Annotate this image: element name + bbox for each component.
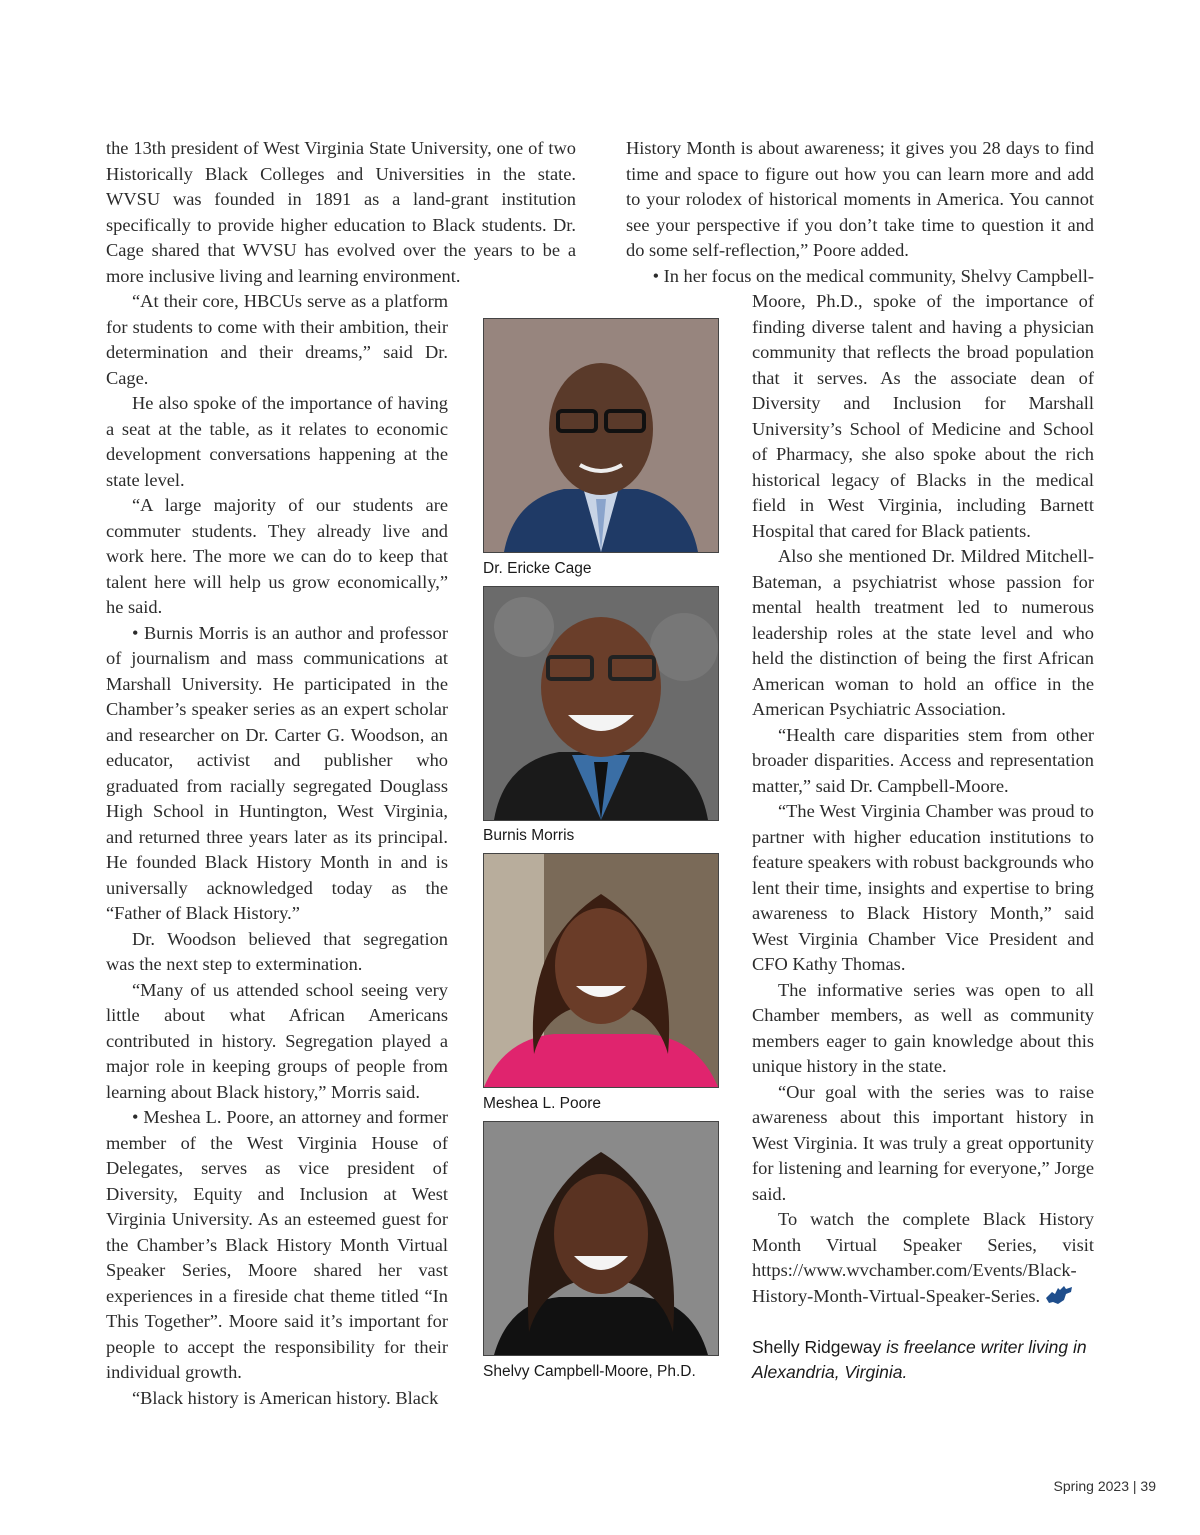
paragraph: The informative series was open to all Chamber members, as well as community members eager to gain knowledge about this unique history in the state.: [752, 979, 1094, 1076]
west-virginia-map-icon: [1044, 1284, 1074, 1306]
photo-shelvy-campbell-moore: [483, 1121, 719, 1356]
paragraph: History Month is about awareness; it gives you 28 days to find time and space to figure out how you can learn more and add to your rolodex of historical moments in America. You cannot see your perspective if you don’t take time to question it and do some self-reflection,” Poore added.: [626, 138, 1094, 260]
left-column-top: [106, 136, 576, 289]
right-column-bullet-line: [626, 264, 1094, 290]
author-bio: is freelance writer living in Alexandria, Virginia.: [752, 1337, 1087, 1382]
caption-meshea-poore: Meshea L. Poore: [483, 1095, 602, 1112]
author-byline: [752, 1335, 1102, 1385]
paragraph: “Many of us attended school seeing very little about what African Americans contributed in history. Segregation played a major role in keeping groups of people from learning about Black history,” Morris said.: [106, 979, 448, 1102]
paragraph: “The West Virginia Chamber was proud to partner with higher education institutions to feature speakers with robust backgrounds who lent their time, insights and expertise to bring awareness to Black History Month,” said West Virginia Chamber Vice President and CFO Kathy Thomas.: [752, 801, 1094, 974]
paragraph: “A large majority of our students are commuter students. They already live and work here. The more we can do to keep that talent here will help us grow economically,” he said.: [106, 495, 448, 617]
photo-meshea-poore: [483, 853, 719, 1088]
right-column-narrow: [752, 289, 1094, 1309]
paragraph-text: To watch the complete Black History Month Virtual Speaker Series, visit https://www.wvchamber.com/Events/Black-History-Month-Virtual-Speaker-Series.: [752, 1209, 1094, 1306]
left-column-narrow: [106, 289, 448, 1411]
paragraph: “Black history is American history. Black: [132, 1387, 439, 1408]
paragraph: [752, 1207, 1094, 1309]
paragraph: • In her focus on the medical community, Shelvy Campbell-: [652, 266, 1094, 286]
author-name: Shelly Ridgeway: [752, 1337, 882, 1357]
right-column-top: [626, 136, 1094, 264]
paragraph: Also she mentioned Dr. Mildred Mitchell-Bateman, a psychiatrist whose passion for mental health treatment led to numerous leadership roles at the state level and who held the distinction of being the first African American woman to hold an office in the American Psychiatric Association.: [752, 546, 1094, 719]
page-footer: Spring 2023 | 39: [1053, 1478, 1156, 1494]
paragraph: “At their core, HBCUs serve as a platform for students to come with their ambition, their determination and their dreams,” said Dr. Cage.: [106, 291, 448, 388]
photo-ericke-cage: [483, 318, 719, 553]
caption-burnis-morris: Burnis Morris: [483, 827, 575, 844]
caption-shelvy-campbell-moore: Shelvy Campbell-Moore, Ph.D.: [483, 1363, 696, 1380]
paragraph: “Our goal with the series was to raise awareness about this important history in West Virginia. It was truly a great opportunity for listening and learning for everyone,” Jorge said.: [752, 1081, 1094, 1204]
caption-ericke-cage: Dr. Ericke Cage: [483, 560, 592, 577]
paragraph: Dr. Woodson believed that segregation was the next step to extermination.: [106, 928, 448, 974]
paragraph: Moore, Ph.D., spoke of the importance of finding diverse talent and having a physician community that reflects the broad population that it serves. As the associate dean of Diversity and Inclusion for Marshall University’s School of Medicine and School of Pharmacy, she also spoke about the rich historical legacy of Blacks in the medical field in West Virginia, including Barnett Hospital that cared for Black patients.: [752, 291, 1094, 541]
paragraph: • Burnis Morris is an author and professor of journalism and mass communications at Marshall University. He participated in the Chamber’s speaker series as an expert scholar and researcher on Dr. Carter G. Woodson, an educator, activist and publisher who graduated from racially segregated Douglass High School in Huntington, West Virginia, and returned three years later as its principal. He founded Black History Month in and is universally acknowledged today as the “Father of Black History.”: [106, 622, 448, 923]
paragraph: the 13th president of West Virginia State University, one of two Historically Black Colleges and Universities in the state. WVSU was founded in 1891 as a land-grant institution specifically to provide higher education to Black students. Dr. Cage shared that WVSU has evolved over the years to be a more inclusive living and learning environment.: [106, 138, 576, 286]
paragraph: • Meshea L. Poore, an attorney and former member of the West Virginia House of Delegates, serves as vice president of Diversity, Equity and Inclusion at West Virginia University. As an esteemed guest for the Chamber’s Black History Month Virtual Speaker Series, Moore shared her vast experiences in a fireside chat theme titled “In This Together”. Moore said it’s important for people to accept the responsibility for their individual growth.: [106, 1107, 448, 1382]
paragraph: “Health care disparities stem from other broader disparities. Access and representation matter,” said Dr. Campbell-Moore.: [752, 724, 1094, 796]
photo-burnis-morris: [483, 586, 719, 821]
paragraph: He also spoke of the importance of having a seat at the table, as it relates to economic development conversations happening at the state level.: [106, 393, 448, 490]
